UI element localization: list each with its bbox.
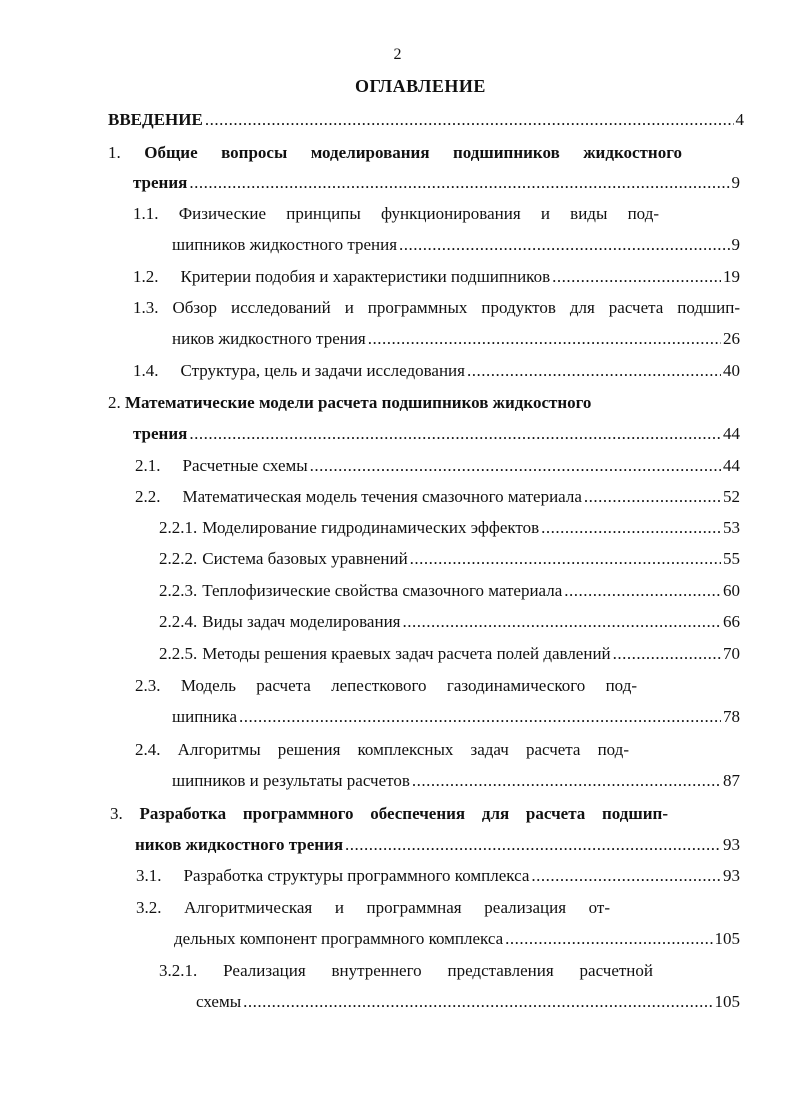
toc-leader xyxy=(467,361,721,381)
toc-page-number: 44 xyxy=(723,456,740,475)
toc-entry-1[interactable] xyxy=(133,173,740,193)
toc-leader xyxy=(552,267,721,287)
toc-leader xyxy=(368,329,721,349)
toc-entry-label: Система базовых уравнений xyxy=(202,549,408,568)
toc-page-number: 87 xyxy=(723,771,740,790)
toc-entry-1-3[interactable] xyxy=(172,329,740,349)
toc-page-number: 40 xyxy=(723,361,740,380)
toc-page-number: 93 xyxy=(723,835,740,854)
toc-leader xyxy=(189,173,729,193)
toc-leader xyxy=(399,235,729,255)
toc-entry-label: Разработка структуры программного комплекса xyxy=(183,866,530,885)
toc-entry-3-1[interactable] xyxy=(136,866,740,886)
toc-entry-2-2-2[interactable] xyxy=(159,549,740,569)
toc-leader xyxy=(613,644,721,664)
toc-leader xyxy=(505,929,712,949)
toc-entry-2-2-5[interactable] xyxy=(159,644,740,664)
toc-entry-label: Реализация внутреннего представления расчетной xyxy=(223,961,653,980)
toc-entry-label: Теплофизические свойства смазочного материала xyxy=(202,581,563,600)
toc-entry-label: дельных компонент программного комплекса xyxy=(174,929,504,948)
toc-entry-3-2[interactable] xyxy=(174,929,740,949)
toc-entry-3-2-1[interactable] xyxy=(196,992,740,1012)
toc-leader xyxy=(310,456,721,476)
toc-leader xyxy=(564,581,721,601)
toc-leader xyxy=(345,835,721,855)
toc-entry-2-4-line1[interactable] xyxy=(135,740,629,760)
toc-entry-label: Модель расчета лепесткового газодинамического под- xyxy=(180,676,638,695)
toc-entry-label: Разработка программного обеспечения для расчета подшип- xyxy=(139,804,669,823)
toc-entry-label: Математические модели расчета подшипников жидкостного xyxy=(125,393,592,412)
toc-entry-number: 3.1. xyxy=(136,866,162,885)
toc-leader xyxy=(541,518,721,538)
toc-entry-number: 2.1. xyxy=(135,456,161,475)
toc-entry-label: Расчетные схемы xyxy=(182,456,308,475)
toc-entry-number: 1.4. xyxy=(133,361,159,380)
toc-entry-number: 3. xyxy=(110,804,123,823)
toc-entry-number: 2.2.3. xyxy=(159,581,198,600)
toc-entry-2-3[interactable] xyxy=(172,707,740,727)
toc-entry-label: схемы xyxy=(196,992,242,1011)
toc-page-number: 53 xyxy=(723,518,740,537)
toc-page-number: 26 xyxy=(723,329,740,348)
toc-entry-label: Алгоритмы решения комплексных задач расчета под- xyxy=(177,740,629,759)
toc-entry-number: 2.2. xyxy=(135,487,161,506)
toc-page-number: 70 xyxy=(723,644,740,663)
toc-page-number: 93 xyxy=(723,866,740,885)
page-number: 2 xyxy=(393,46,402,63)
toc-entry-label: шипника xyxy=(172,707,238,726)
toc-leader xyxy=(189,424,721,444)
toc-entry-label: Моделирование гидродинамических эффектов xyxy=(202,518,540,537)
toc-entry-number: 1.1. xyxy=(133,204,159,223)
toc-entry-number: 3.2.1. xyxy=(159,961,198,980)
toc-entry-label: Физические принципы функционирования и виды под- xyxy=(178,204,660,223)
toc-page-number: 60 xyxy=(723,581,740,600)
toc-leader xyxy=(412,771,721,791)
toc-entry-number: 2.2.2. xyxy=(159,549,198,568)
toc-leader xyxy=(403,612,722,632)
toc-entry-label: шипников жидкостного трения xyxy=(172,235,398,254)
toc-entry-number: 2. xyxy=(108,393,121,412)
toc-page-number: 52 xyxy=(723,487,740,506)
toc-entry-number: 3.2. xyxy=(136,898,162,917)
toc-entry-number: 2.2.4. xyxy=(159,612,198,631)
toc-leader xyxy=(239,707,721,727)
toc-entry-2-3-line1[interactable] xyxy=(135,676,637,696)
toc-entry-2-2-1[interactable] xyxy=(159,518,740,538)
toc-entry-number: 2.2.1. xyxy=(159,518,198,537)
toc-entry-number: 1.2. xyxy=(133,267,159,286)
toc-entry-intro[interactable] xyxy=(108,110,744,130)
toc-entry-3-2-line1[interactable] xyxy=(136,898,610,918)
toc-entry-label: Общие вопросы моделирования подшипников жидкостного xyxy=(144,143,683,162)
toc-entry-label: Алгоритмическая и программная реализация от- xyxy=(184,898,611,917)
toc-page-number: 66 xyxy=(723,612,740,631)
toc-entry-label: Обзор исследований и программных продуктов для расчета подшип- xyxy=(172,298,740,317)
toc-entry-2-2-3[interactable] xyxy=(159,581,740,601)
toc-entry-1-3-line1[interactable] xyxy=(133,298,740,318)
toc-entry-number: 1. xyxy=(108,143,121,162)
toc-entry-2-2[interactable] xyxy=(135,487,740,507)
toc-entry-label: Виды задач моделирования xyxy=(202,612,401,631)
toc-entry-label: ВВЕДЕНИЕ xyxy=(108,110,203,129)
toc-entry-2-4[interactable] xyxy=(172,771,740,791)
toc-page-number: 4 xyxy=(735,110,744,129)
toc-entry-2-2-4[interactable] xyxy=(159,612,740,632)
toc-entry-label: Методы решения краевых задач расчета полей давлений xyxy=(202,644,611,663)
toc-entry-1-4[interactable] xyxy=(133,361,740,381)
toc-page-number: 44 xyxy=(723,424,740,443)
toc-entry-1-2[interactable] xyxy=(133,267,740,287)
toc-entry-label: шипников и результаты расчетов xyxy=(172,771,410,790)
toc-page-number: 9 xyxy=(731,235,740,254)
page-title: ОГЛАВЛЕНИЕ xyxy=(355,76,486,96)
toc-page-number: 9 xyxy=(731,173,740,192)
toc-leader xyxy=(584,487,721,507)
toc-entry-number: 1.3. xyxy=(133,298,159,317)
toc-entry-label: Математическая модель течения смазочного материала xyxy=(182,487,582,506)
toc-entry-label: ников жидкостного трения xyxy=(172,329,366,348)
toc-page-number: 55 xyxy=(723,549,740,568)
toc-page-number: 105 xyxy=(714,929,740,948)
toc-leader xyxy=(531,866,721,886)
toc-leader xyxy=(410,549,721,569)
toc-entry-1-1[interactable] xyxy=(172,235,740,255)
toc-entry-2[interactable] xyxy=(133,424,740,444)
toc-leader xyxy=(205,110,734,130)
toc-entry-label: ников жидкостного трения xyxy=(135,835,344,854)
toc-entry-3[interactable] xyxy=(135,835,740,855)
toc-entry-number: 2.3. xyxy=(135,676,161,695)
toc-entry-1-line1[interactable] xyxy=(108,143,682,163)
toc-leader xyxy=(243,992,712,1012)
toc-page-number: 19 xyxy=(723,267,740,286)
toc-page-number: 78 xyxy=(723,707,740,726)
toc-entry-2-line1[interactable] xyxy=(108,393,682,413)
toc-page-number: 105 xyxy=(714,992,740,1011)
toc-entry-2-1[interactable] xyxy=(135,456,740,476)
toc-entry-label: Критерии подобия и характеристики подшипников xyxy=(180,267,551,286)
toc-entry-number: 2.4. xyxy=(135,740,161,759)
toc-entry-label: трения xyxy=(133,173,188,192)
toc-entry-3-line1[interactable] xyxy=(110,804,668,824)
toc-entry-number: 2.2.5. xyxy=(159,644,198,663)
toc-entry-1-1-line1[interactable] xyxy=(133,204,659,224)
toc-entry-label: Структура, цель и задачи исследования xyxy=(180,361,465,380)
toc-entry-3-2-1-line1[interactable] xyxy=(159,961,653,981)
toc-entry-label: трения xyxy=(133,424,188,443)
